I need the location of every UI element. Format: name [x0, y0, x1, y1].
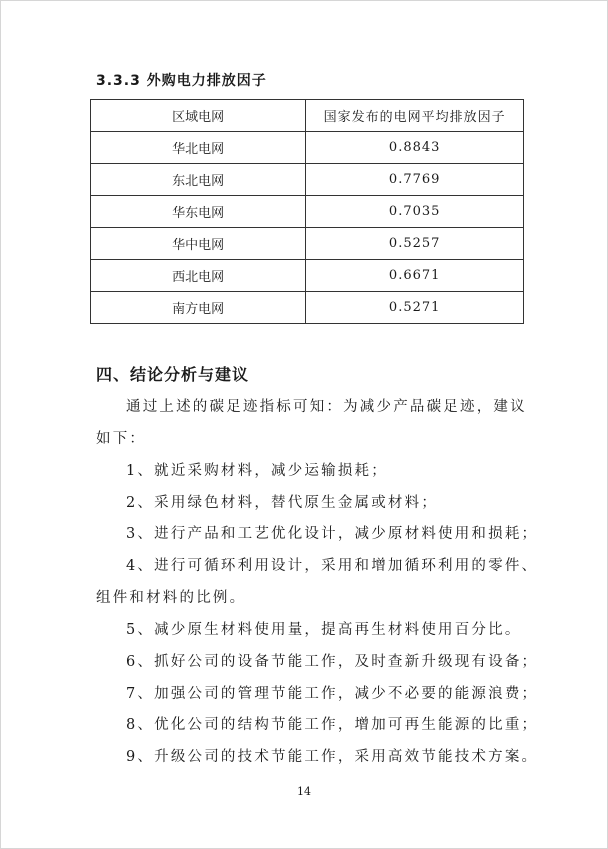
- page-number: 14: [297, 785, 311, 798]
- recommendation-item: 7、加强公司的管理节能工作，减少不必要的能源浪费；: [126, 686, 539, 702]
- intro-line: 通过上述的碳足迹指标可知：为减少产品碳足迹，建议: [126, 399, 527, 415]
- recommendation-item: 2、采用绿色材料，替代原生金属或材料；: [126, 495, 439, 511]
- cell-factor: 0.5271: [306, 292, 524, 324]
- table-row: [91, 228, 524, 260]
- recommendation-item: 3、进行产品和工艺优化设计，减少原材料使用和损耗；: [126, 526, 539, 542]
- cell-factor: 0.8843: [306, 132, 524, 164]
- table-row: [91, 260, 524, 292]
- recommendation-item: 1、就近采购材料，减少运输损耗；: [126, 463, 388, 479]
- cell-region: 华北电网: [91, 132, 306, 164]
- intro-line: 如下：: [96, 431, 147, 447]
- table-row: [91, 164, 524, 196]
- cell-region: 东北电网: [91, 164, 306, 196]
- cell-factor: 0.7035: [306, 196, 524, 228]
- cell-region: 西北电网: [91, 260, 306, 292]
- recommendation-item-continued: 组件和材料的比例。: [96, 590, 247, 606]
- table-header-row: [91, 100, 524, 132]
- section-heading: 四、结论分析与建议: [96, 365, 250, 384]
- recommendation-item: 6、抓好公司的设备节能工作，及时查新升级现有设备；: [126, 654, 539, 670]
- header-factor: 国家发布的电网平均排放因子: [306, 100, 524, 132]
- table-row: [91, 292, 524, 324]
- cell-region: 华东电网: [91, 196, 306, 228]
- header-region: 区域电网: [91, 100, 306, 132]
- emission-factor-table: [90, 99, 524, 324]
- table-row: [91, 132, 524, 164]
- recommendation-item: 9、升级公司的技术节能工作，采用高效节能技术方案。: [126, 749, 539, 765]
- table-row: [91, 196, 524, 228]
- cell-region: 南方电网: [91, 292, 306, 324]
- cell-factor: 0.5257: [306, 228, 524, 260]
- section-subtitle: 3.3.3 外购电力排放因子: [96, 73, 267, 89]
- recommendation-item: 5、减少原生材料使用量，提高再生材料使用百分比。: [126, 622, 522, 638]
- recommendation-item: 8、优化公司的结构节能工作，增加可再生能源的比重；: [126, 717, 539, 733]
- recommendation-item: 4、进行可循环利用设计，采用和增加循环利用的零件、: [126, 558, 539, 574]
- cell-factor: 0.6671: [306, 260, 524, 292]
- cell-region: 华中电网: [91, 228, 306, 260]
- cell-factor: 0.7769: [306, 164, 524, 196]
